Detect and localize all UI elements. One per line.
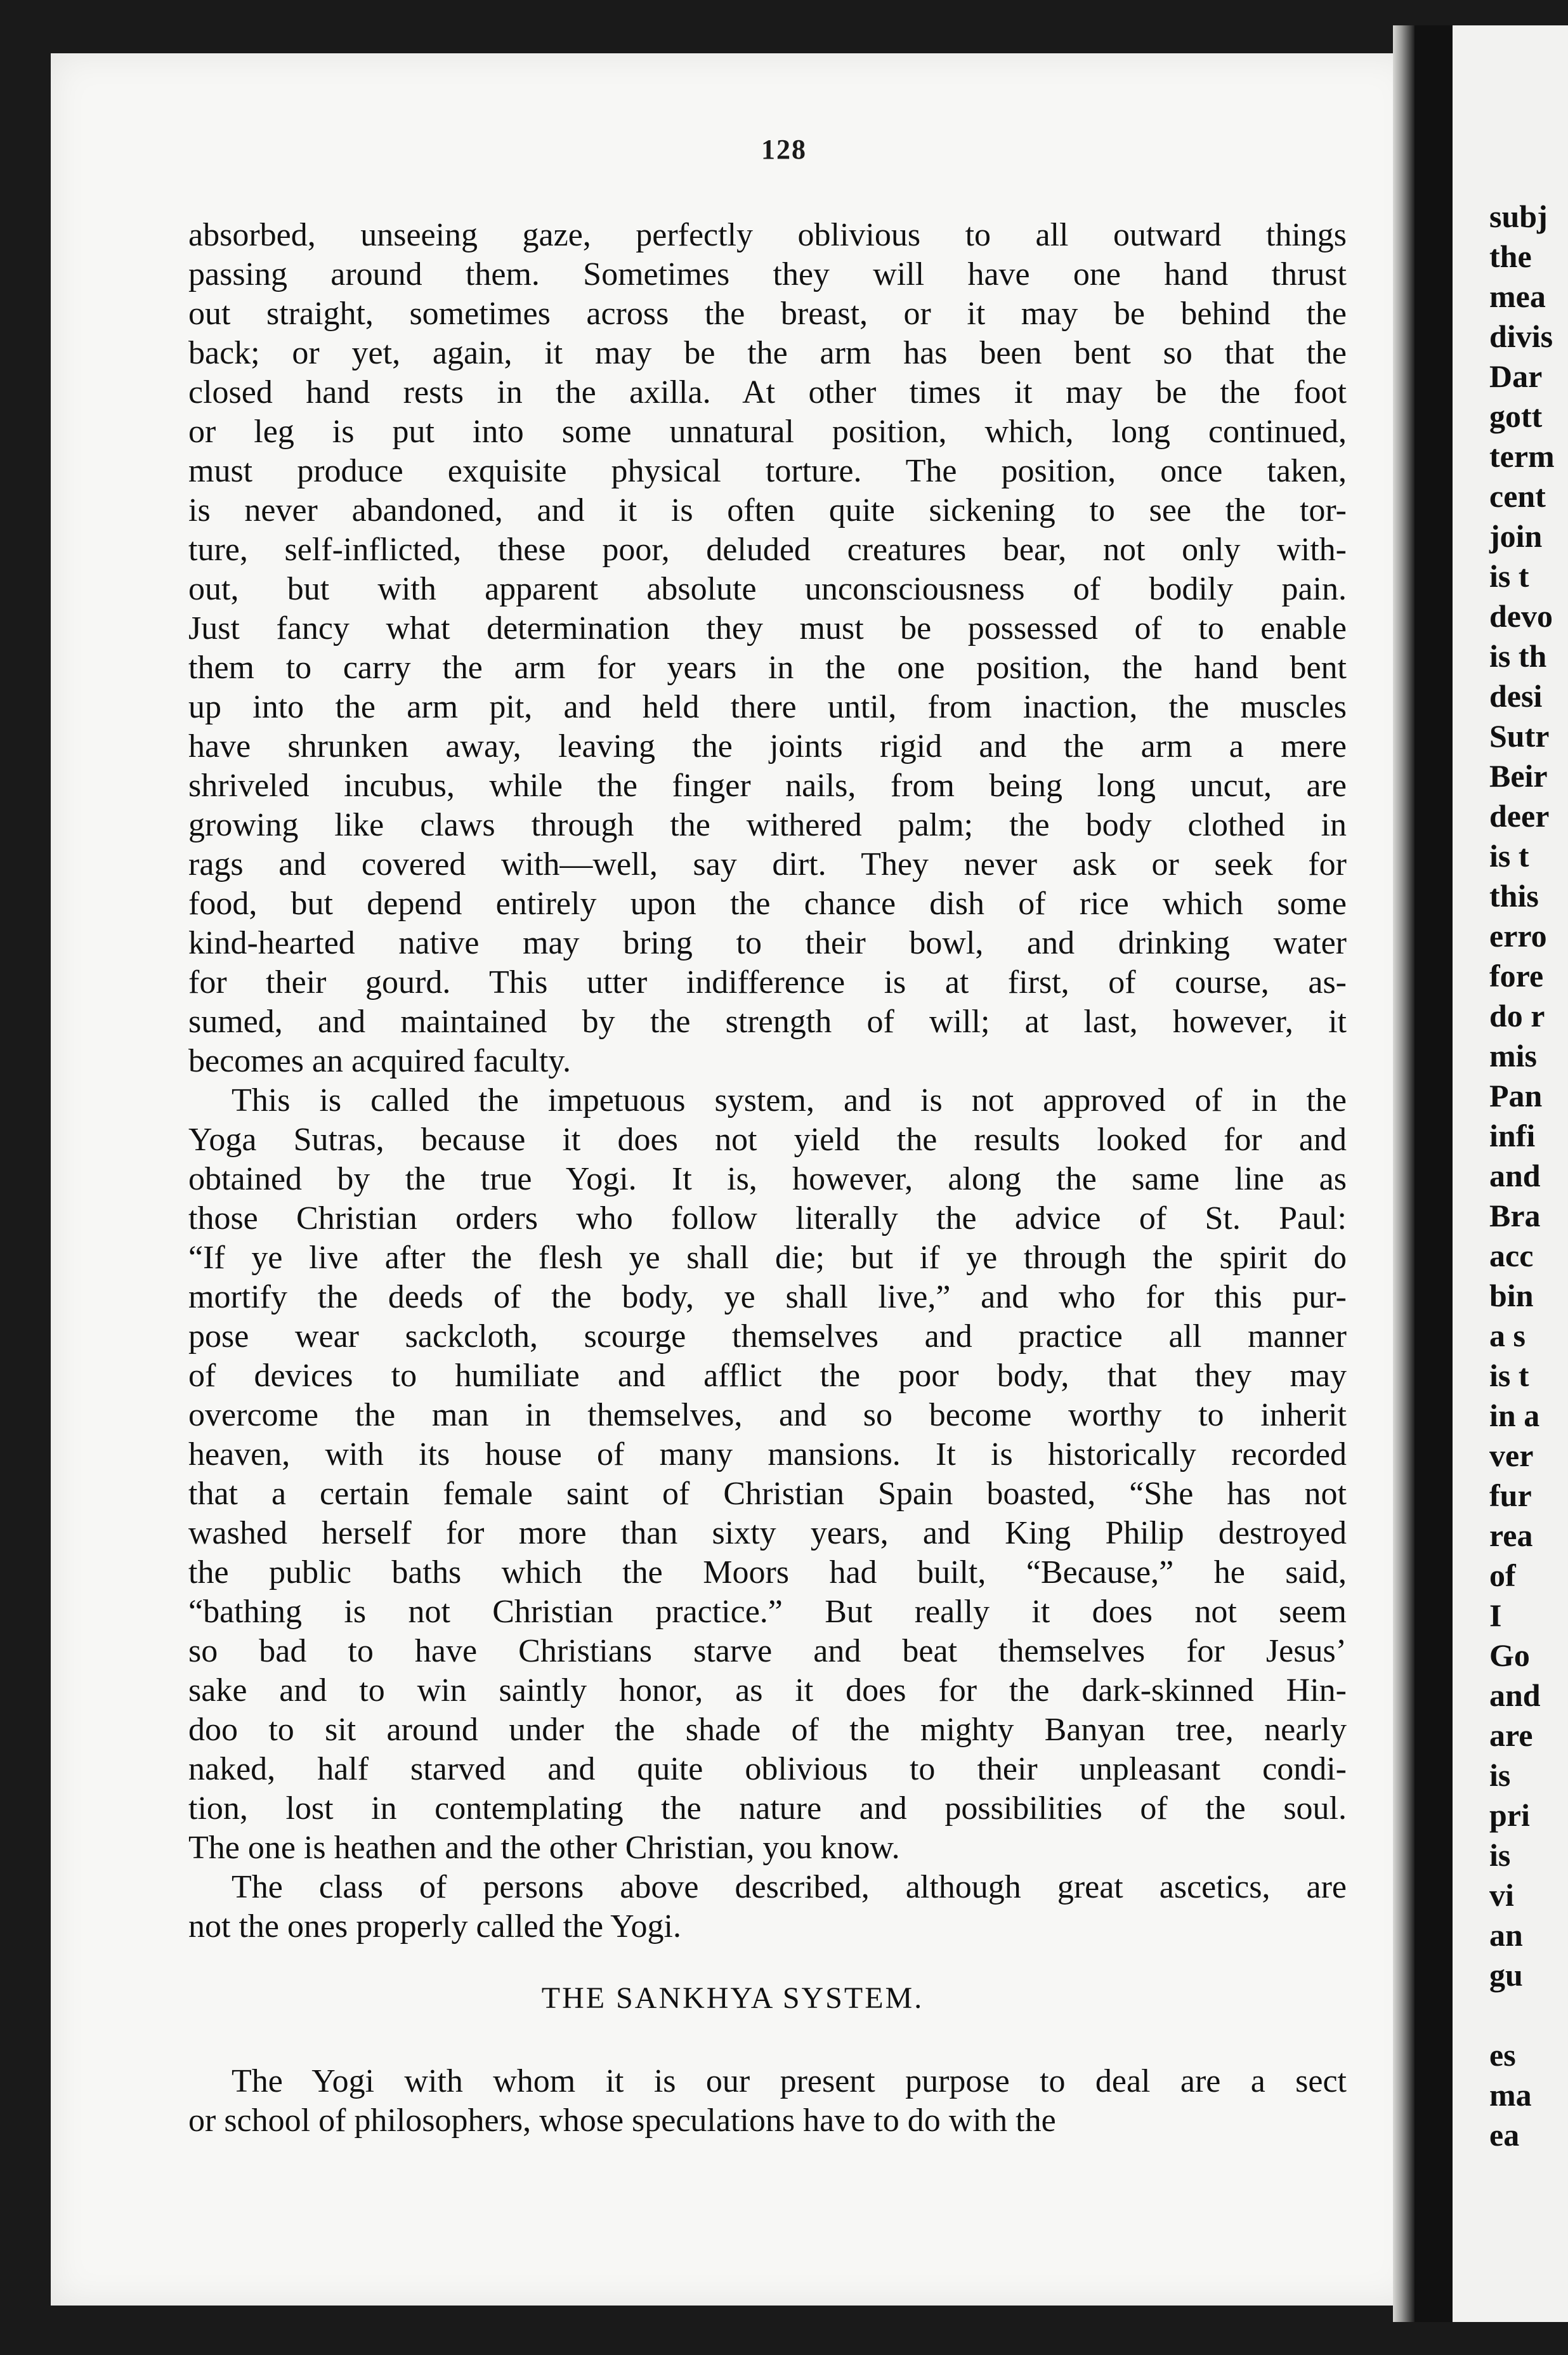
text-line: growing like claws through the withered palm; the body clothed in (188, 807, 1347, 843)
text-line: The one is heathen and the other Christian, you know. (188, 1830, 900, 1866)
text-line: up into the arm pit, and held there until, from inaction, the muscles (188, 689, 1347, 725)
text-line: that a certain female saint of Christian Spain boasted, “She has not (188, 1476, 1347, 1512)
right-page-fragment: are (1489, 1717, 1533, 1753)
right-page-fragment: gott (1489, 398, 1543, 434)
right-page-fragment: is t (1489, 558, 1529, 594)
section-heading: THE SANKHYA SYSTEM. (541, 1981, 924, 2015)
text-line: closed hand rests in the axilla. At other times it may be the foot (188, 374, 1347, 410)
text-line: passing around them. Sometimes they will have one hand thrust (188, 256, 1347, 292)
right-page-fragment: is th (1489, 638, 1547, 674)
text-line: washed herself for more than sixty years, and King Philip destroyed (188, 1515, 1347, 1551)
right-page-fragment: and (1489, 1677, 1541, 1713)
text-line: of devices to humiliate and afflict the poor body, that they may (188, 1358, 1347, 1394)
text-line: “If ye live after the flesh ye shall die; but if ye through the spirit do (188, 1240, 1347, 1276)
text-line: shriveled incubus, while the finger nails, from being long uncut, are (188, 768, 1347, 804)
right-page-fragment: pri (1489, 1797, 1530, 1833)
right-page-fragment: desi (1489, 678, 1543, 714)
text-line: sake and to win saintly honor, as it does for the dark-skinned Hin- (188, 1672, 1347, 1709)
text-line: Yoga Sutras, because it does not yield the results looked for and (188, 1122, 1347, 1158)
text-line: is never abandoned, and it is often quite sickening to see the tor- (188, 492, 1347, 528)
right-page-fragment: subj (1489, 199, 1548, 234)
text-line: food, but depend entirely upon the chance dish of rice which some (188, 886, 1347, 922)
text-line: must produce exquisite physical torture. The position, once taken, (188, 453, 1347, 489)
text-line: or leg is put into some unnatural position, which, long continued, (188, 414, 1347, 450)
right-page-fragment: and (1489, 1158, 1541, 1193)
right-page-fragment: in a (1489, 1398, 1540, 1433)
paragraph-2 (188, 1081, 1347, 1868)
right-page-fragment: is (1489, 1837, 1511, 1873)
text-line: the public baths which the Moors had built, “Because,” he said, (188, 1554, 1347, 1591)
right-page-fragment: acc (1489, 1238, 1534, 1273)
text-line: Just fancy what determination they must be possessed of to enable (188, 610, 1347, 646)
text-line: tion, lost in contemplating the nature and possibilities of the soul. (188, 1790, 1347, 1827)
right-page-fragment: bin (1489, 1278, 1534, 1313)
right-page-fragment: gu (1489, 1957, 1523, 1993)
right-page-fragment: mis (1489, 1038, 1537, 1073)
right-page-fragment: of (1489, 1558, 1516, 1593)
text-line: becomes an acquired faculty. (188, 1043, 572, 1079)
text-line: The Yogi with whom it is our present purpose to deal are a sect (232, 2063, 1347, 2099)
page-gutter (1393, 25, 1414, 2322)
text-line: naked, half starved and quite oblivious to their unpleasant condi- (188, 1751, 1347, 1787)
text-line: absorbed, unseeing gaze, perfectly oblivious to all outward things (188, 217, 1347, 253)
right-page-text-fragments (1489, 197, 1568, 2155)
right-page-fragment: do r (1489, 998, 1545, 1033)
right-page-fragment: an (1489, 1917, 1523, 1953)
paragraph-4 (188, 2062, 1347, 2141)
right-page-fragment: the (1489, 239, 1532, 274)
right-page-fragment: erro (1489, 918, 1547, 954)
right-page-fragment: vi (1489, 1877, 1514, 1913)
paragraph-3 (188, 1868, 1347, 1946)
right-page-fragment: cent (1489, 478, 1546, 514)
right-page-fragment: Go (1489, 1637, 1530, 1673)
text-line: have shrunken away, leaving the joints rigid and the arm a mere (188, 728, 1347, 764)
text-line: ture, self-inflicted, these poor, deluded creatures bear, not only with- (188, 532, 1347, 568)
right-page-fragment (1489, 1995, 1568, 2035)
right-page-fragment: is t (1489, 1358, 1529, 1393)
text-line: The class of persons above described, although great ascetics, are (232, 1869, 1347, 1905)
text-line: or school of philosophers, whose speculations have to do with the (188, 2102, 1056, 2139)
text-line: sumed, and maintained by the strength of will; at last, however, it (188, 1004, 1347, 1040)
text-line: out, but with apparent absolute unconsciousness of bodily pain. (188, 571, 1347, 607)
right-page-fragment: Sutr (1489, 718, 1550, 754)
right-page-fragment: fur (1489, 1478, 1532, 1513)
right-page-fragment: devo (1489, 598, 1553, 634)
right-page-fragment: join (1489, 518, 1543, 554)
text-line: rags and covered with—well, say dirt. They never ask or seek for (188, 846, 1347, 882)
text-line: “bathing is not Christian practice.” But really it does not seem (188, 1594, 1347, 1630)
right-page-fragment: Pan (1489, 1078, 1543, 1113)
text-line: overcome the man in themselves, and so become worthy to inherit (188, 1397, 1347, 1433)
text-line: This is called the impetuous system, and is not approved of in the (232, 1082, 1347, 1118)
binding-shadow (1414, 25, 1453, 2322)
right-page-fragment: es (1489, 2037, 1516, 2073)
text-line: obtained by the true Yogi. It is, however, along the same line as (188, 1161, 1347, 1197)
text-line: kind-hearted native may bring to their bowl, and drinking water (188, 925, 1347, 961)
text-line: not the ones properly called the Yogi. (188, 1908, 681, 1945)
right-page-fragment: term (1489, 438, 1555, 474)
text-line: those Christian orders who follow literally the advice of St. Paul: (188, 1200, 1347, 1237)
right-page-fragment: this (1489, 878, 1539, 914)
text-line: back; or yet, again, it may be the arm has been bent so that the (188, 335, 1347, 371)
right-page-fragment: deer (1489, 798, 1550, 834)
text-line: out straight, sometimes across the breast, or it may be behind the (188, 296, 1347, 332)
right-page-fragment: is t (1489, 838, 1529, 874)
right-page-fragment: rea (1489, 1518, 1533, 1553)
text-line: mortify the deeds of the body, ye shall live,” and who for this pur- (188, 1279, 1347, 1315)
right-page-fragment: ea (1489, 2117, 1520, 2153)
right-page-fragment: ver (1489, 1438, 1534, 1473)
right-page-fragment: a s (1489, 1318, 1526, 1353)
right-page-fragment: infi (1489, 1118, 1536, 1153)
text-line: doo to sit around under the shade of the mighty Banyan tree, nearly (188, 1712, 1347, 1748)
text-line: so bad to have Christians starve and beat themselves for Jesus’ (188, 1633, 1347, 1669)
right-page-fragment: mea (1489, 279, 1546, 314)
text-line: for their gourd. This utter indifference is at first, of course, as- (188, 964, 1347, 1000)
page-number: 128 (761, 134, 807, 165)
right-page-fragment: Bra (1489, 1198, 1541, 1233)
text-line: heaven, with its house of many mansions. It is historically recorded (188, 1436, 1347, 1473)
paragraph-1 (188, 216, 1347, 1081)
right-page-fragment: fore (1489, 958, 1544, 994)
right-page-fragment: ma (1489, 2077, 1532, 2113)
right-page-fragment: divis (1489, 318, 1553, 354)
text-line: pose wear sackcloth, scourge themselves and practice all manner (188, 1318, 1347, 1355)
right-page-fragment: I (1489, 1597, 1502, 1633)
right-page-fragment: Beir (1489, 758, 1548, 794)
text-line: them to carry the arm for years in the one position, the hand bent (188, 650, 1347, 686)
right-page-fragment: is (1489, 1757, 1511, 1793)
right-page-fragment: Dar (1489, 358, 1543, 394)
